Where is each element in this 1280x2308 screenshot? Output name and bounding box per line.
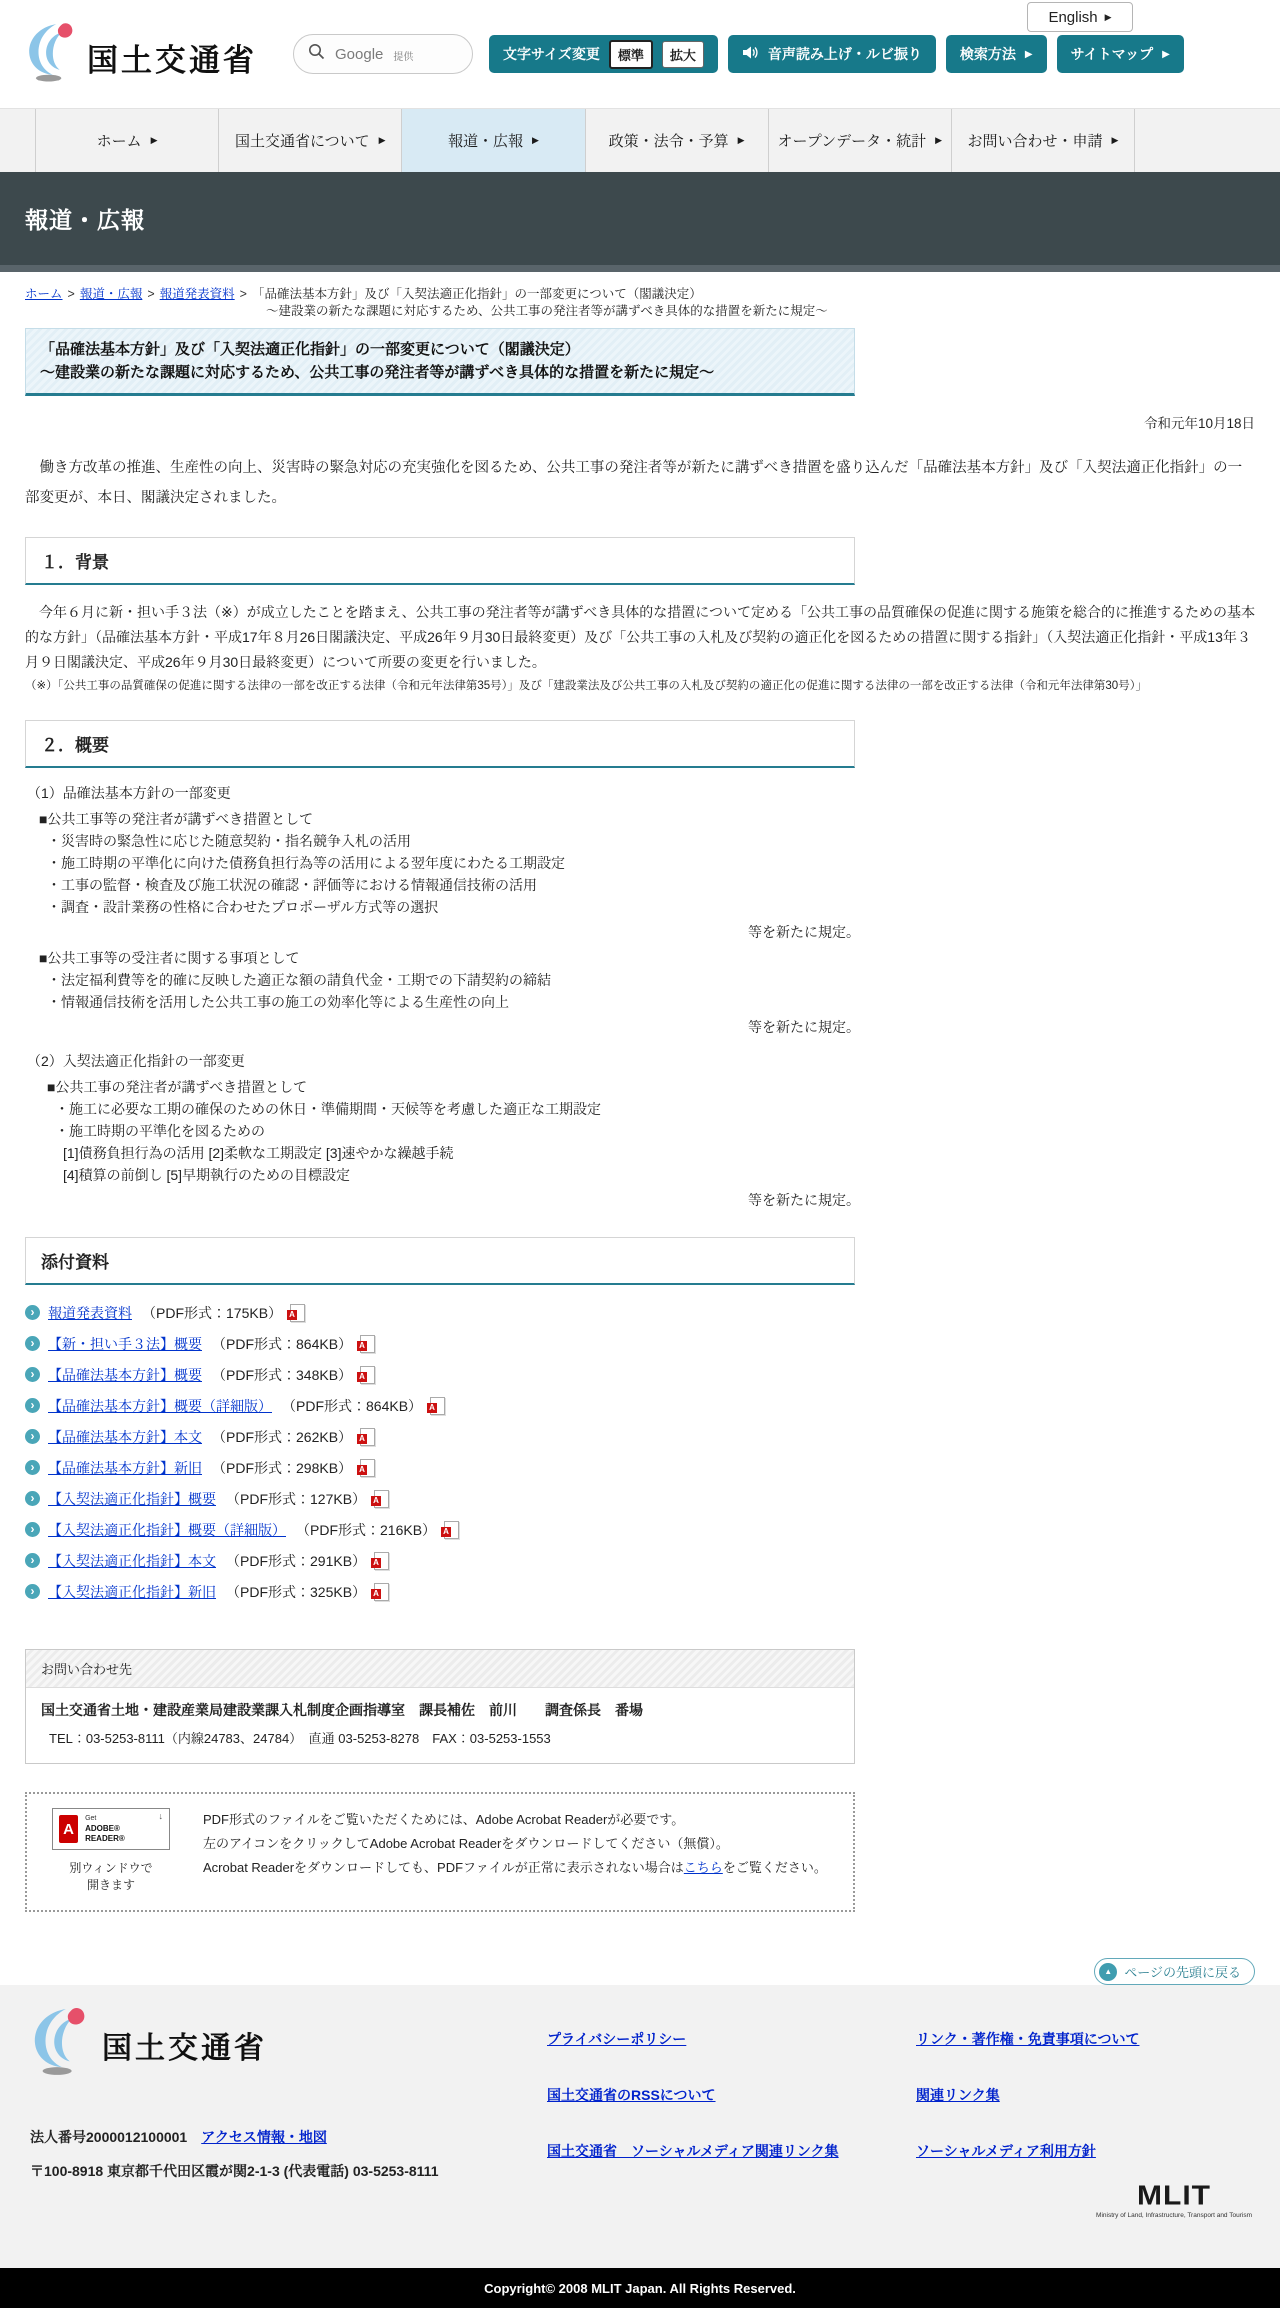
site-name: 国土交通省 [87, 42, 257, 78]
attachment-size: （PDF形式：262KB） [212, 1428, 353, 1445]
site-footer [0, 1985, 1280, 2268]
chevron-right-icon: ▶ [935, 135, 943, 145]
access-map-link[interactable]: アクセス情報・地図 [201, 2129, 327, 2145]
pdf-icon[interactable] [360, 1366, 375, 1384]
attachment-row [25, 1483, 1280, 1514]
attachment-row [25, 1297, 1280, 1328]
adobe-note-line3-pre: Acrobat Readerをダウンロードしても、PDFファイルが正常に表示されない場合は [203, 1860, 684, 1875]
chevron-circle-icon [25, 1398, 40, 1413]
pdf-icon[interactable] [374, 1583, 389, 1601]
download-arrow-icon: ↓ [158, 1811, 163, 1821]
chevron-right-icon: ▶ [378, 135, 386, 145]
attachment-row [25, 1576, 1280, 1607]
attachment-row [25, 1421, 1280, 1452]
background-body: 今年６月に新・担い手３法（※）が成立したことを踏まえ、公共工事の発注者等が講ずべき具体的な措置について定める「公共工事の品質確保の促進に関する施策を総合的に推進するための基本的な方針」（品確法基本方針・平成17年８月26日閣議決定、平成26年９月30日最終変更）及び「公共工事の入札及び契約の適正化を図るための措置に関する指針」（入契法適正化指針・平成13年３月９日閣議決定、平成26年９月30日最終変更）について所要の変更を行いました。 [25, 604, 1256, 670]
attachment-size: （PDF形式：216KB） [296, 1521, 437, 1538]
adobe-badge-get: Get [85, 1815, 97, 1822]
attachment-list [25, 1297, 1280, 1607]
global-nav [0, 108, 1280, 172]
summary-line: [1]債務負担行為の活用 [2]柔軟な工期設定 [3]速やかな繰越手続 [63, 1145, 454, 1161]
footer-logo [30, 2005, 267, 2082]
article-title-line2: ～建設業の新たな課題に対応するため、公共工事の発注者等が講ずべき具体的な措置を新たに規定～ [40, 364, 715, 381]
sitemap-button[interactable] [1057, 35, 1184, 73]
attachment-row [25, 1514, 1280, 1545]
tts-button[interactable] [728, 35, 936, 73]
contact-tel-line: TEL：03-5253-8111（内線24783、24784） 直通 03-5253-8278 FAX：03-5253-1553 [49, 1731, 551, 1746]
pdf-badge-icon [371, 1496, 381, 1506]
breadcrumb-separator: > [67, 287, 75, 301]
attachment-size: （PDF形式：291KB） [226, 1552, 367, 1569]
font-size-group [489, 35, 718, 73]
attachment-size: （PDF形式：864KB） [282, 1397, 423, 1414]
search-placeholder: Google [335, 45, 384, 63]
footer-link[interactable]: リンク・著作権・免責事項について [916, 2031, 1140, 2047]
pdf-icon[interactable] [444, 1521, 459, 1539]
back-to-top-label: ページの先頭に戻る [1124, 1965, 1241, 1980]
footer-site-name: 国土交通省 [102, 2032, 267, 2065]
pdf-badge-icon [357, 1372, 367, 1382]
section-heading-summary: ２．概要 [25, 720, 855, 768]
summary-line: ■公共工事等の発注者が講ずべき措置として [39, 811, 314, 827]
summary-line: 等を新たに規定。 [748, 1192, 860, 1208]
pdf-badge-icon [287, 1310, 297, 1320]
page-band [0, 172, 1280, 272]
chevron-right-icon: ▶ [1104, 11, 1112, 22]
adobe-badge-caption [45, 1860, 177, 1894]
adobe-note-line1: PDF形式のファイルをご覧いただくためには、Adobe Acrobat Readerが必要です。 [203, 1812, 685, 1827]
kochira-link[interactable]: こちら [683, 1860, 723, 1875]
adobe-reader-icon: A [59, 1815, 78, 1843]
attachment-row [25, 1359, 1280, 1390]
chevron-right-icon: ▶ [1162, 48, 1170, 60]
breadcrumb-links [25, 286, 247, 303]
pdf-badge-icon [371, 1589, 381, 1599]
breadcrumb [0, 272, 1280, 320]
back-to-top-button[interactable] [1094, 1958, 1255, 1985]
adobe-caption-line1: 別ウィンドウで [69, 1861, 153, 1875]
attachment-size: （PDF形式：175KB） [142, 1304, 283, 1321]
pdf-badge-icon [371, 1558, 381, 1568]
attachment-size: （PDF形式：348KB） [212, 1366, 353, 1383]
up-arrow-icon: ▲ [1099, 1963, 1117, 1981]
nav-item-label: お問い合わせ・申請 [967, 133, 1103, 150]
summary-line: ・施工時期の平準化を図るための [55, 1123, 265, 1139]
footer-link[interactable]: 国土交通省のRSSについて [547, 2087, 716, 2103]
pdf-badge-icon [357, 1465, 367, 1475]
attachment-link[interactable]: 【品確法基本方針】本文 [48, 1428, 202, 1445]
nav-item-label: 政策・法令・予算 [608, 133, 729, 150]
breadcrumb-current [252, 286, 828, 320]
summary-line: [4]積算の前倒し [5]早期執行のための目標設定 [63, 1167, 351, 1183]
summary-line: （2）入契法適正化指針の一部変更 [27, 1053, 245, 1069]
back-to-top-row [25, 1958, 1255, 1985]
summary-line: ・施工に必要な工期の確保のための休日・準備期間・天候等を考慮した適正な工期設定 [55, 1101, 601, 1117]
search-input[interactable] [293, 34, 473, 74]
adobe-note-line3-post: をご覧ください。 [722, 1860, 827, 1875]
contact-body [26, 1688, 854, 1763]
summary-line: ・情報通信技術を活用した公共工事の施工の効率化等による生産性の向上 [47, 994, 509, 1010]
attachment-size: （PDF形式：127KB） [226, 1490, 367, 1507]
background-note: （※）「公共工事の品質確保の促進に関する法律の一部を改正する法律（令和元年法律第35号）」及び「建設業法及び公共工事の入札及び契約の適正化の促進に関する法律の一部を改正する法律（令和元年法律第30号）」 [25, 680, 1147, 692]
site-header [0, 0, 1280, 108]
footer-link[interactable]: 関連リンク集 [916, 2087, 1000, 2103]
article-intro: 働き方改革の推進、生産性の向上、災害時の緊急対応の充実強化を図るため、公共工事の発注者等が新たに講ずべき措置を盛り込んだ「品確法基本方針」及び「入契法適正化指針」の一部変更が、本日、閣議決定されました。 [25, 460, 1243, 506]
sitemap-label: サイトマップ [1070, 46, 1154, 62]
chevron-right-icon: ▶ [737, 135, 745, 145]
footer-link[interactable]: ソーシャルメディア利用方針 [916, 2143, 1096, 2159]
nav-item-label: オープンデータ・統計 [777, 133, 927, 150]
adobe-reader-box [25, 1792, 855, 1912]
adobe-note-line3 [203, 1856, 827, 1880]
contact-box [25, 1649, 855, 1764]
pdf-icon[interactable] [360, 1335, 375, 1353]
pdf-icon[interactable] [374, 1490, 389, 1508]
adobe-note-text [203, 1808, 827, 1894]
pdf-icon[interactable] [360, 1428, 375, 1446]
nav-item[interactable] [218, 109, 401, 172]
adobe-note-line2: 左のアイコンをクリックしてAdobe Acrobat Readerをダウンロードしてください（無償）。 [203, 1836, 729, 1851]
footer-link[interactable]: 国土交通省 ソーシャルメディア関連リンク集 [547, 2143, 839, 2159]
attachment-link[interactable]: 【入契法適正化指針】概要 [48, 1490, 216, 1507]
chevron-circle-icon [25, 1367, 40, 1382]
breadcrumb-separator: > [239, 287, 247, 301]
speaker-icon [742, 45, 759, 63]
adobe-badge-column [45, 1808, 177, 1894]
attachment-size: （PDF形式：864KB） [212, 1335, 353, 1352]
article-title-box [25, 328, 855, 396]
contact-name-line: 国土交通省土地・建設産業局建設業課入札制度企画指導室 課長補佐 前川 調査係長 番場 [41, 1702, 643, 1718]
pdf-badge-icon [357, 1341, 367, 1351]
breadcrumb-link[interactable]: 報道・広報 [79, 287, 143, 301]
copyright-bar: Copyright© 2008 MLIT Japan. All Rights Reserved. [0, 2268, 1280, 2308]
summary-line: ・工事の監督・検査及び施工状況の確認・評価等における情報通信技術の活用 [47, 877, 537, 893]
header-buttons [489, 35, 1184, 73]
mlit-logo[interactable] [25, 21, 257, 88]
english-button[interactable] [1027, 2, 1133, 32]
nav-item-label: 国土交通省について [234, 133, 370, 150]
mlit-logo-icon [25, 21, 79, 88]
article-date: 令和元年10月18日 [1143, 416, 1255, 431]
summary-line: ■公共工事等の受注者に関する事項として [39, 950, 300, 966]
pdf-badge-icon [357, 1434, 367, 1444]
chevron-circle-icon [25, 1491, 40, 1506]
nav-item[interactable] [35, 109, 218, 172]
tts-label: 音声読み上げ・ルビ振り [767, 46, 922, 62]
search-icon [308, 43, 325, 65]
attachment-size: （PDF形式：325KB） [226, 1583, 367, 1600]
main-content [0, 272, 1280, 1985]
attachment-link[interactable]: 【品確法基本方針】新旧 [48, 1459, 202, 1476]
adobe-badge-name: ADOBE® READER® [85, 1824, 125, 1843]
footer-corp-row [30, 2127, 327, 2147]
summary-line: ・災害時の緊急性に応じた随意契約・指名競争入札の活用 [47, 833, 411, 849]
summary-line: ・調査・設計業務の性格に合わせたプロポーザル方式等の選択 [47, 899, 439, 915]
attachment-link[interactable]: 【品確法基本方針】概要（詳細版） [48, 1397, 272, 1414]
breadcrumb-current-line2: ～建設業の新たな課題に対応するため、公共工事の発注者等が講ずべき具体的な措置を新たに規定～ [265, 304, 828, 318]
english-label: English [1048, 8, 1098, 26]
summary-line: （1）品確法基本方針の一部変更 [27, 785, 231, 801]
chevron-circle-icon [25, 1553, 40, 1568]
chevron-circle-icon [25, 1336, 40, 1351]
font-size-label: 文字サイズ変更 [503, 46, 600, 62]
breadcrumb-separator: > [147, 287, 155, 301]
article-title-line1: 「品確法基本方針」及び「入契法適正化指針」の一部変更について（閣議決定） [40, 341, 580, 358]
section-heading-attachments: 添付資料 [25, 1237, 855, 1285]
pdf-icon[interactable] [360, 1459, 375, 1477]
summary-block [25, 782, 860, 1211]
pdf-icon[interactable] [374, 1552, 389, 1570]
get-adobe-reader-button[interactable] [52, 1808, 170, 1850]
summary-line: 等を新たに規定。 [748, 924, 860, 940]
corp-number: 法人番号2000012100001 [30, 2129, 188, 2145]
search-placeholder-suffix: 提供 [393, 52, 414, 63]
chevron-right-icon: ▶ [531, 135, 539, 145]
chevron-circle-icon [25, 1429, 40, 1444]
mlit-tagline: Ministry of Land, Infrastructure, Transport and Tourism [1096, 2212, 1252, 2219]
mlit-wordmark [1096, 2181, 1252, 2219]
chevron-circle-icon [25, 1460, 40, 1475]
nav-item[interactable] [951, 109, 1135, 172]
search-method-label: 検索方法 [959, 46, 1016, 62]
attachment-link[interactable]: 【入契法適正化指針】本文 [48, 1552, 216, 1569]
breadcrumb-current-line1: 「品確法基本方針」及び「入契法適正化指針」の一部変更について（閣議決定） [251, 287, 702, 301]
adobe-caption-line2: 開きます [86, 1878, 135, 1892]
breadcrumb-link[interactable]: 報道発表資料 [159, 287, 235, 301]
page-title: 報道・広報 [25, 207, 145, 233]
pdf-icon[interactable] [430, 1397, 445, 1415]
nav-item-label: 報道・広報 [447, 133, 523, 150]
contact-heading: お問い合わせ先 [26, 1650, 854, 1688]
nav-item[interactable] [585, 109, 768, 172]
font-size-large-button[interactable]: 拡大 [662, 41, 704, 68]
chevron-circle-icon [25, 1305, 40, 1320]
chevron-right-icon: ▶ [1024, 48, 1033, 60]
chevron-right-icon: ▶ [1111, 135, 1119, 145]
nav-item[interactable] [401, 109, 584, 172]
mlit-wordmark-text: MLIT [1137, 2180, 1212, 2211]
pdf-icon[interactable] [290, 1304, 305, 1322]
summary-line: ■公共工事の発注者が講ずべき措置として [47, 1079, 308, 1095]
footer-link[interactable]: プライバシーポリシー [547, 2031, 687, 2047]
font-size-standard-button[interactable]: 標準 [609, 40, 653, 69]
search-method-button[interactable] [946, 35, 1047, 73]
summary-line: 等を新たに規定。 [748, 1019, 860, 1035]
attachment-link[interactable]: 【品確法基本方針】概要 [48, 1366, 202, 1383]
attachment-size: （PDF形式：298KB） [212, 1459, 353, 1476]
attachment-row [25, 1545, 1280, 1576]
attachment-row [25, 1390, 1280, 1421]
attachment-link[interactable]: 【入契法適正化指針】概要（詳細版） [48, 1521, 286, 1538]
mlit-logo-icon [30, 2005, 92, 2082]
attachment-row [25, 1452, 1280, 1483]
summary-line: ・法定福利費等を的確に反映した適正な額の請負代金・工期での下請契約の締結 [47, 972, 551, 988]
nav-item-label: ホーム [96, 133, 142, 150]
attachment-row [25, 1328, 1280, 1359]
chevron-circle-icon [25, 1522, 40, 1537]
attachment-link[interactable]: 報道発表資料 [48, 1304, 132, 1321]
attachment-link[interactable]: 【入契法適正化指針】新旧 [48, 1583, 216, 1600]
pdf-badge-icon [427, 1403, 437, 1413]
adobe-badge-text [85, 1814, 151, 1844]
chevron-circle-icon [25, 1584, 40, 1599]
nav-item[interactable] [768, 109, 951, 172]
breadcrumb-link[interactable]: ホーム [25, 287, 63, 301]
summary-line: ・施工時期の平準化に向けた債務負担行為等の活用による翌年度にわたる工期設定 [47, 855, 565, 871]
footer-link-column-2 [916, 2029, 1139, 2161]
footer-link-column-1 [547, 2029, 839, 2161]
attachment-link[interactable]: 【新・担い手３法】概要 [48, 1335, 202, 1352]
footer-address: 〒100-8918 東京都千代田区霞が関2-1-3 (代表電話) 03-5253-8111 [30, 2163, 439, 2179]
pdf-badge-icon [441, 1527, 451, 1537]
chevron-right-icon: ▶ [150, 135, 158, 145]
section-heading-background: １．背景 [25, 537, 855, 585]
